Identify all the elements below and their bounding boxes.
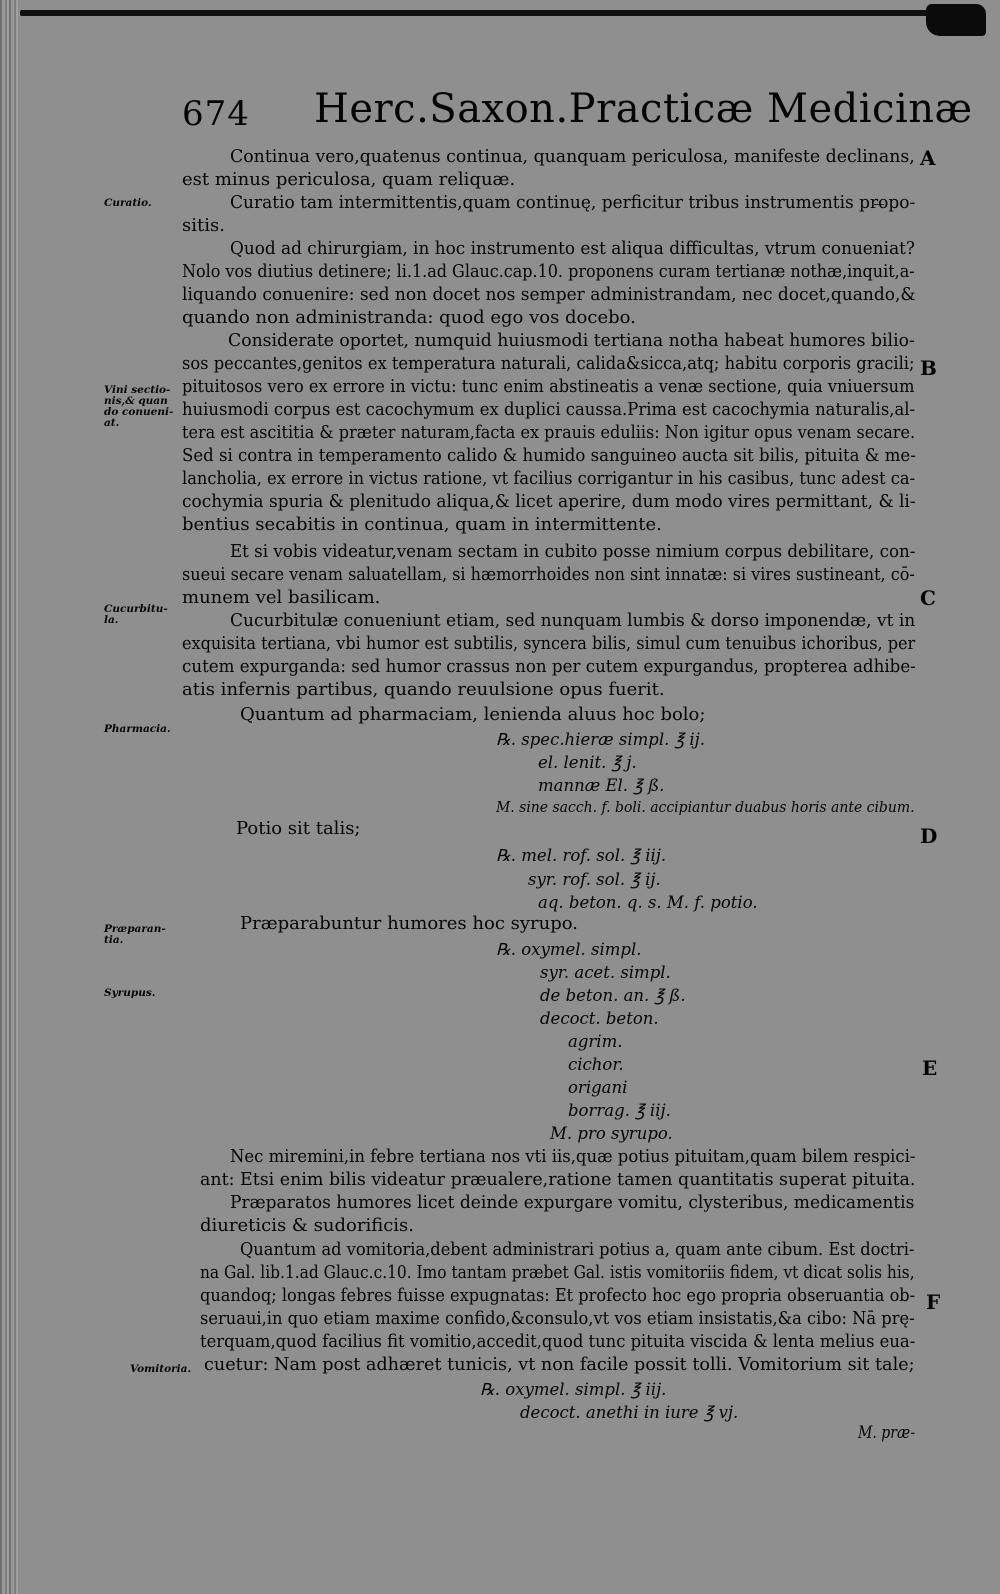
margin-note-praeparantia: Præparan- tia.	[104, 923, 166, 947]
text-line: pituitosos vero ex errore in victu: tunc enim abstineatis a venæ sectione, quia vniuersum	[182, 376, 915, 397]
text-line: bentius secabitis in continua, quam in intermittente.	[182, 514, 662, 535]
text-line: est minus periculosa, quam reliquæ.	[182, 169, 516, 190]
text-line: Præparatos humores licet deinde expurgare vomitu, clysteribus, medicamentis	[230, 1192, 915, 1213]
text-line: Sed si contra in temperamento calido & humido sanguineo aucta sit bilis, pituita & me-	[182, 445, 916, 466]
recipe-line: ℞. spec.hieræ simpl. ℥ ij.	[496, 730, 706, 749]
page-header	[182, 86, 973, 136]
recipe-line: agrim.	[568, 1032, 623, 1051]
text-line: seruaui,in quo etiam maxime confido,&consulo,vt vos etiam insistatis,&a cibo: Nā prę-	[200, 1308, 915, 1329]
recipe-line: aq. beton. q. s. M. f. potio.	[538, 893, 758, 912]
recipe-line: syr. rof. sol. ℥ ij.	[528, 870, 661, 889]
text-line: Quantum ad pharmaciam, lenienda aluus hoc bolo;	[240, 704, 706, 725]
text-line: Considerate oportet, numquid huiusmodi tertiana notha habeat humores bilio-	[228, 330, 915, 351]
text-line: cochymia spuria & plenitudo aliqua,& licet aperire, dum modo vires permittant, & li-	[182, 491, 916, 512]
text-line: sueui secare venam saluatellam, si hæmorrhoides non sint innatæ: si vires sustineant, cō-	[182, 564, 915, 585]
text-line: exquisita tertiana, vbi humor est subtilis, syncera bilis, simul cum tenuibus ichoribus, per	[182, 633, 916, 654]
recipe-line: mannæ El. ℥ ß.	[538, 776, 665, 795]
text-line: terquam,quod facilius fit vomitio,accedit,quod tunc pituita viscida & lenta melius eua-	[200, 1331, 916, 1352]
text-line: diureticis & sudorificis.	[200, 1215, 415, 1236]
recipe-line: cichor.	[568, 1055, 624, 1074]
recipe-line: ℞. oxymel. simpl.	[496, 940, 642, 959]
recipe-line: syr. acet. simpl.	[540, 963, 671, 982]
recipe-line: origani	[568, 1078, 628, 1097]
section-letter-b: B	[920, 356, 937, 380]
text-line: liquando conuenire: sed non docet nos semper administrandam, nec docet,quando,&	[182, 284, 916, 305]
margin-note-curatio: Curatio.	[104, 197, 152, 209]
text-line: Præparabuntur humores hoc syrupo.	[240, 913, 578, 934]
ink-blot	[926, 4, 986, 36]
recipe-line: de beton. an. ℥ ß.	[540, 986, 686, 1005]
page-binding-edge	[0, 0, 18, 1594]
text-line: quando non administranda: quod ego vos docebo.	[182, 307, 636, 328]
text-line: Quantum ad vomitoria,debent administrari potius a, quam ante cibum. Est doctri-	[240, 1239, 915, 1260]
text-line: cuetur: Nam post adhæret tunicis, vt non facile possit tolli. Vomitorium sit tale;	[204, 1354, 915, 1375]
text-line: Cucurbitulæ conueniunt etiam, sed nunquam lumbis & dorso imponendæ, vt in	[230, 610, 916, 631]
page-number: 674	[182, 94, 250, 134]
recipe-line: ℞. oxymel. simpl. ℥ iij.	[480, 1380, 667, 1399]
text-line: sitis.	[182, 215, 225, 236]
text-line: huiusmodi corpus est cacochymum ex duplici caussa.Prima est cacochymia naturalis,al-	[182, 399, 916, 420]
text-line: Continua vero,quatenus continua, quanquam periculosa, manifeste declinans,	[230, 146, 915, 167]
recipe-line: decoct. anethi in iure ℥ vj.	[520, 1403, 739, 1422]
text-line: Nec miremini,in febre tertiana nos vti iis,quæ potius pituitam,quam bilem respici-	[230, 1146, 916, 1167]
section-letter-c: C	[920, 586, 936, 610]
margin-note-pharmacia: Pharmacia.	[104, 723, 171, 735]
text-line: cutem expurganda: sed humor crassus non per cutem expurgandus, propterea adhibe-	[182, 656, 916, 677]
text-line: munem vel basilicam.	[182, 587, 381, 608]
running-title: Herc.Saxon.Practicæ Medicinæ	[314, 86, 973, 132]
margin-note-syrupus: Syrupus.	[104, 987, 156, 999]
text-line: sos peccantes,genitos ex temperatura naturali, calida&sicca,atq; habitu corporis gracili;	[182, 353, 915, 374]
text-line: na Gal. lib.1.ad Glauc.c.10. Imo tantam præbet Gal. istis vomitoriis fidem, vt dicat solis his,	[200, 1262, 915, 1283]
margin-note-cucurbitula: Cucurbitu- la.	[104, 603, 168, 627]
catchword: M. præ-	[858, 1423, 915, 1442]
recipe-line: M. sine sacch. f. boli. accipiantur duabus horis ante cibum.	[496, 800, 915, 816]
section-letter-d: D	[920, 824, 938, 848]
text-line: tera est ascititia & præter naturam,facta ex prauis eduliis: Non igitur opus venam secare.	[182, 422, 916, 443]
text-line: ant: Etsi enim bilis videatur præualere,ratione tamen quantitatis superat pituita.	[200, 1169, 916, 1190]
recipe-line: M. pro syrupo.	[550, 1124, 673, 1143]
text-line: Et si vobis videatur,venam sectam in cubito posse nimium corpus debilitare, con-	[230, 541, 916, 562]
section-letter-f: F	[926, 1290, 941, 1314]
recipe-line: decoct. beton.	[540, 1009, 659, 1028]
section-letter-e: E	[922, 1056, 938, 1080]
margin-note-vini-sectio: Vini sectio- nis,& quan do conueni- at.	[104, 384, 174, 430]
recipe-line: el. lenit. ℥ j.	[538, 753, 637, 772]
text-line: lancholia, ex errore in victus ratione, vt facilius corrigantur in his casibus, tunc adest ca-	[182, 468, 916, 489]
text-line: Curatio tam intermittentis,quam continuę, perficitur tribus instrumentis propo-	[230, 192, 916, 213]
text-line: quandoq; longas febres fuisse expugnatas: Et profecto hoc ego propria obseruantia ob-	[200, 1285, 916, 1306]
text-line: Potio sit talis;	[236, 818, 361, 839]
text-line: Nolo vos diutius detinere; li.1.ad Glauc.cap.10. proponens curam tertianæ nothæ,inquit,a-	[182, 261, 915, 282]
margin-note-vomitoria: Vomitoria.	[130, 1363, 192, 1375]
recipe-line: ℞. mel. rof. sol. ℥ iij.	[496, 846, 667, 865]
section-letter-a: A	[920, 146, 936, 170]
top-border-rule	[20, 10, 985, 16]
text-line: Quod ad chirurgiam, in hoc instrumento est aliqua difficultas, vtrum conueniat?	[230, 238, 915, 259]
recipe-line: borrag. ℥ iij.	[568, 1101, 671, 1120]
text-line: atis infernis partibus, quando reuulsione opus fuerit.	[182, 679, 665, 700]
